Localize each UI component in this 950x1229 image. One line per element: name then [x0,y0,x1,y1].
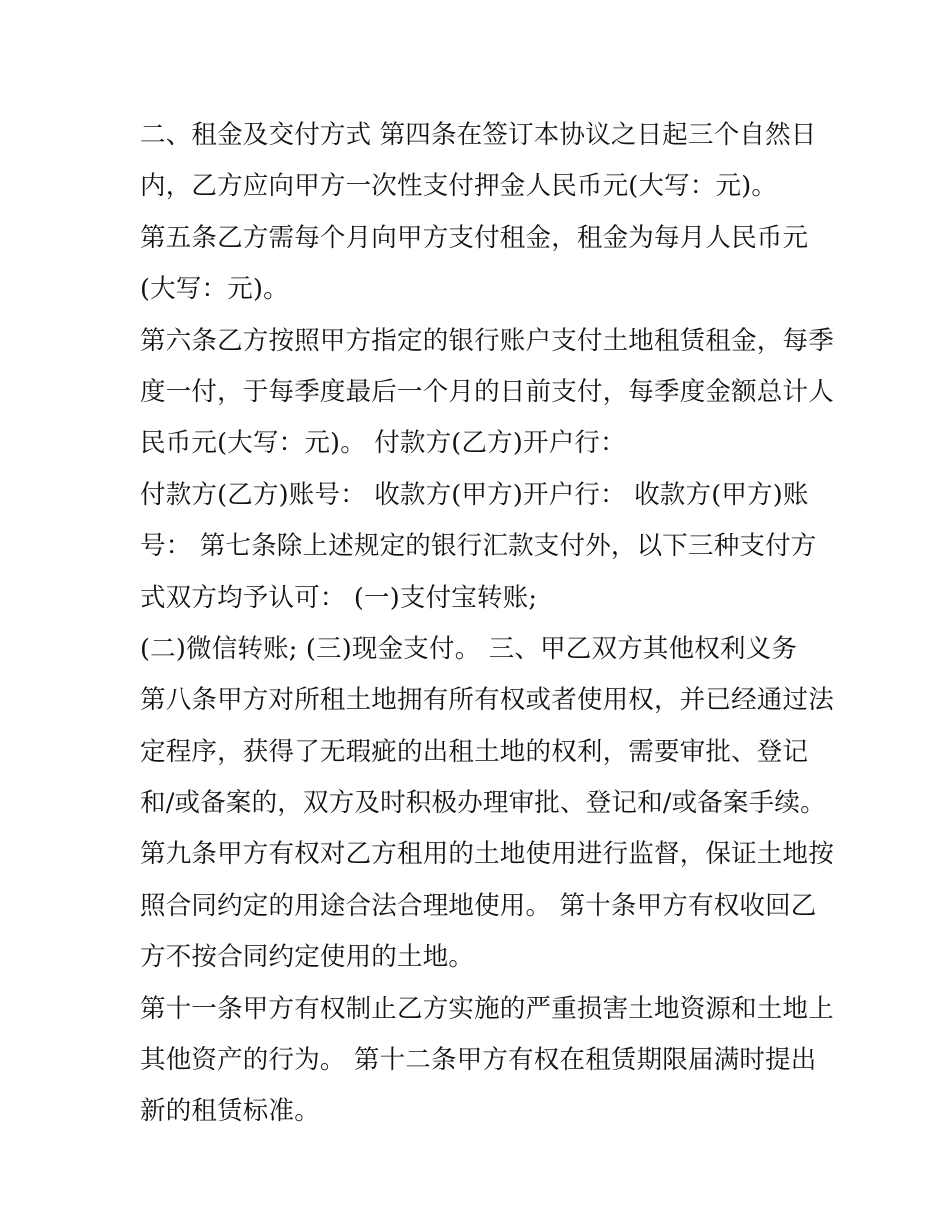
text-line: 第十一条甲方有权制止乙方实施的严重损害土地资源和土地上 [140,993,834,1024]
text-line: 式双方均予认可： (一)支付宝转账; [140,582,538,613]
text-line: 和/或备案的，双方及时积极办理审批、登记和/或备案手续。 [140,788,826,819]
text-line: 定程序，获得了无瑕疵的出租土地的权利，需要审批、登记 [140,736,809,767]
text-line: 号： 第七条除上述规定的银行汇款支付外，以下三种支付方 [140,531,817,562]
text-line: 新的租赁标准。 [140,1096,320,1127]
text-line: 第六条乙方按照甲方指定的银行账户支付土地租赁租金，每季 [140,325,834,356]
body-text [140,110,834,1138]
text-line: 第八条甲方对所租土地拥有所有权或者使用权，并已经通过法 [140,685,834,716]
text-line: 度一付，于每季度最后一个月的日前支付，每季度金额总计人 [140,376,834,407]
text-line: 第五条乙方需每个月向甲方支付租金，租金为每月人民币元 [140,222,809,253]
text-line: 民币元(大写：元)。 付款方(乙方)开户行： [140,428,626,459]
text-line: 第九条甲方有权对乙方租用的土地使用进行监督，保证土地按 [140,839,834,870]
text-line: 其他资产的行为。 第十二条甲方有权在租赁期限届满时提出 [140,1045,817,1076]
text-line: (二)微信转账; (三)现金支付。 三、甲乙双方其他权利义务 [140,633,798,664]
text-line: 付款方(乙方)账号： 收款方(甲方)开户行： 收款方(甲方)账 [140,479,809,510]
text-line: 二、租金及交付方式 第四条在签订本协议之日起三个自然日 [140,120,817,150]
text-line: (大写：元)。 [140,274,289,305]
text-line: 内，乙方应向甲方一次性支付押金人民币元(大写：元)。 [140,171,778,202]
text-line: 照合同约定的用途合法合理地使用。 第十条甲方有权收回乙 [140,890,817,921]
text-line: 方不按合同约定使用的土地。 [140,942,475,973]
